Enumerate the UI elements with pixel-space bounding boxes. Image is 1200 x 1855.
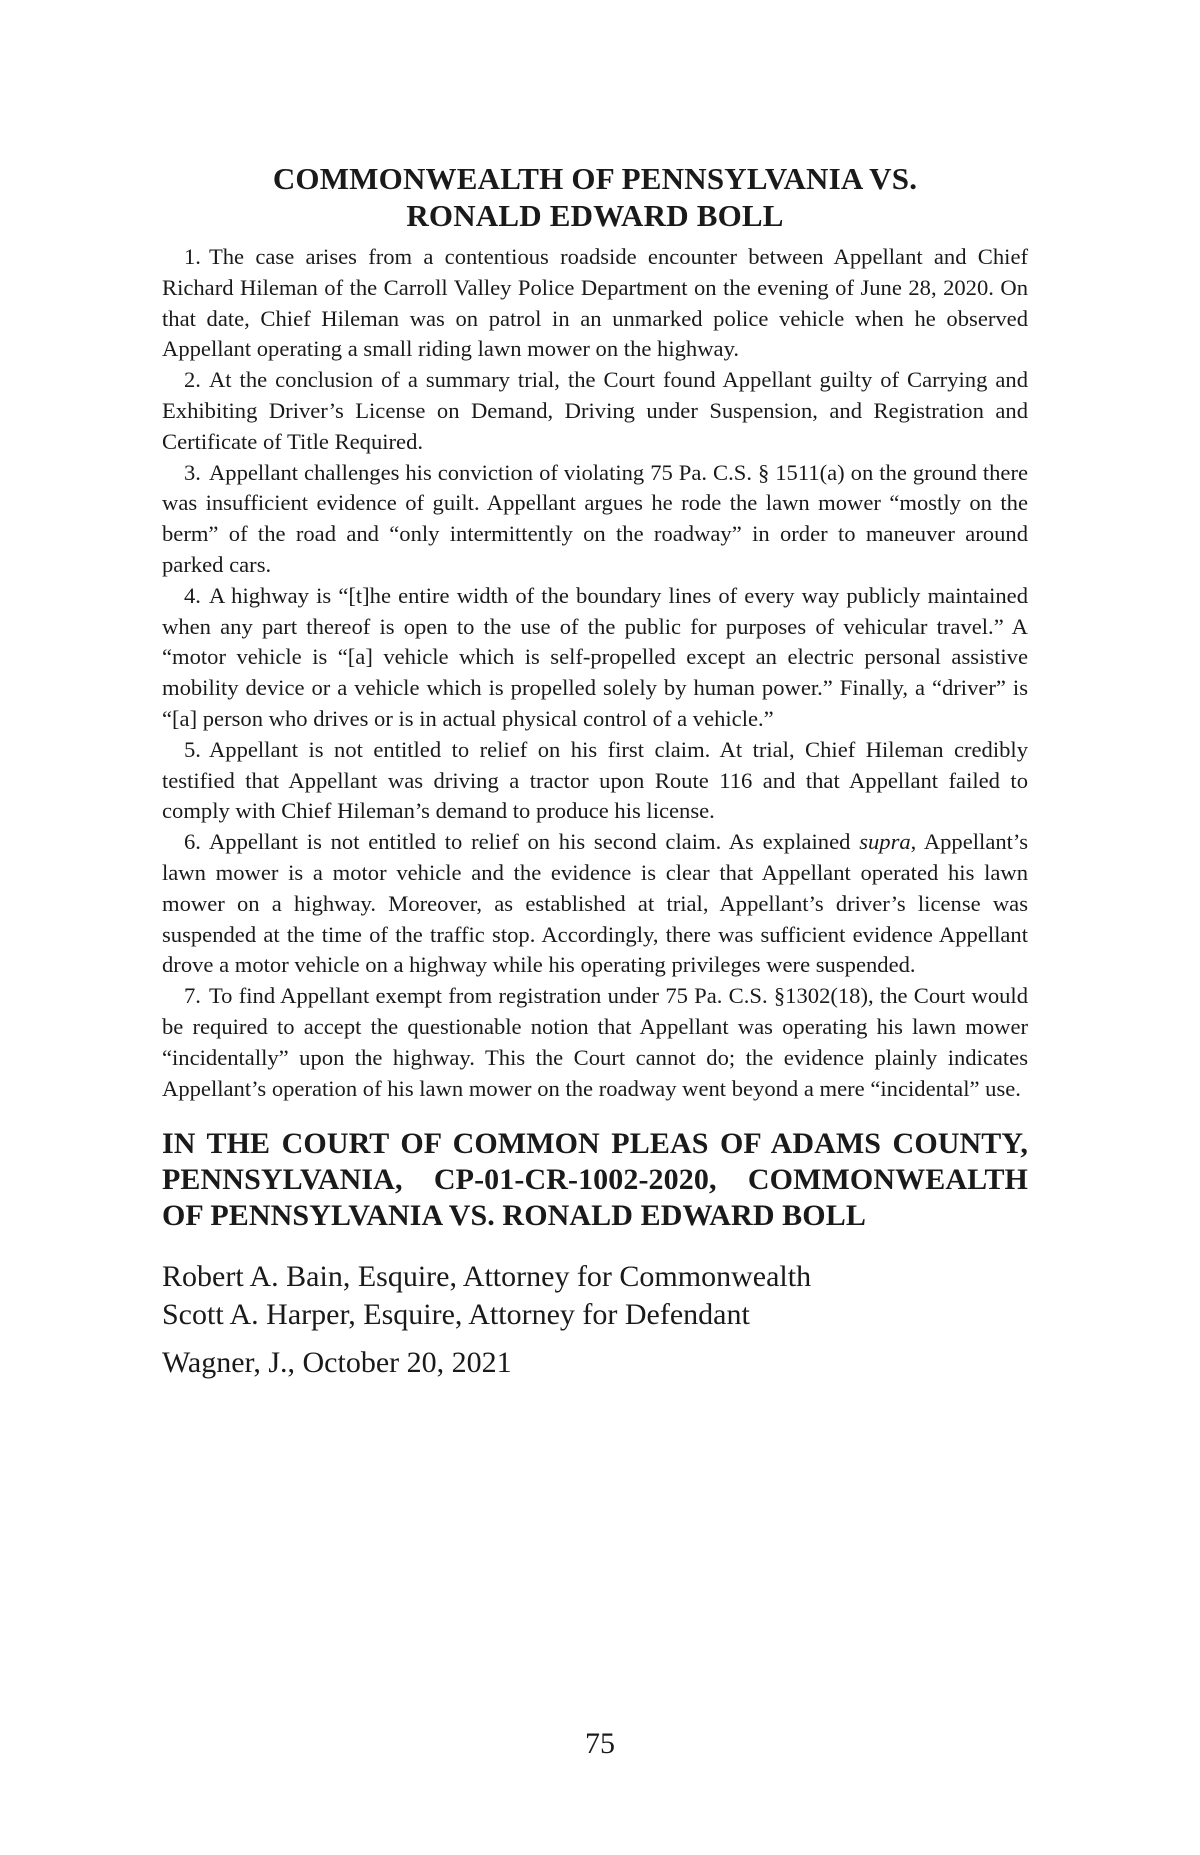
judge-date-line: Wagner, J., October 20, 2021 (162, 1346, 512, 1380)
summary-paragraph-2 (162, 365, 1028, 457)
paragraph-number: 7. (184, 983, 201, 1009)
page-number: 75 (585, 1727, 615, 1760)
paragraph-number: 1. (184, 244, 201, 269)
paragraph-number: 4. (184, 582, 201, 608)
case-title-line-1: COMMONWEALTH OF PENNSYLVANIA VS. (272, 161, 918, 196)
paragraph-text: Appellant is not entitled to relief on his first claim. At trial, Chief Hileman credibly testified that Appellant was driving a tractor upon Route 116 and that Appellant failed to comply with Chief Hileman’s demand to produce his license. (162, 736, 1028, 824)
paragraph-text: Appellant challenges his conviction of violating 75 Pa. C.S. § 1511(a) on the ground there was insufficient evidence of guilt. Appellant argues he rode the lawn mower “mostly on the berm” of the road and “only intermittently on the roadway” in order to maneuver around parked cars. (162, 459, 1028, 577)
paragraph-text: The case arises from a contentious roadside encounter between Appellant and Chief Richard Hileman of the Carroll Valley Police Department on the evening of June 28, 2020. On that date, Chief Hileman was on patrol in an unmarked police vehicle when he observed Appellant operating a small riding lawn mower on the highway. (162, 244, 1028, 362)
summary-paragraph-7 (162, 981, 1028, 1104)
attorney-commonwealth: Robert A. Bain, Esquire, Attorney for Commonwealth (162, 1260, 812, 1294)
paragraph-text: , Appellant’s lawn mower is a motor vehicle and the evidence is clear that Appellant operated his lawn mower on a highway. Moreover, as established at trial, Appellant’s driver’s license was suspended at the time of the traffic stop. Accordingly, there was sufficient evidence Appellant drove a motor vehicle on a highway while his operating privileges were suspended. (162, 829, 1028, 978)
court-heading: IN THE COURT OF COMMON PLEAS OF ADAMS COUNTY, PENNSYLVANIA, CP-01-CR-1002-2020, COMMONWEALTH OF PENNSYLVANIA VS. RONALD EDWARD BOLL (162, 1127, 1028, 1233)
summary-paragraph-1 (162, 242, 1028, 365)
paragraph-text: A highway is “[t]he entire width of the boundary lines of every way publicly maintained when any part thereof is open to the use of the public for purposes of vehicular travel.” A “motor vehicle is “[a] vehicle which is self-propelled except an electric personal assistive mobility device or a vehicle which is propelled solely by human power.” Finally, a “driver” is “[a] person who drives or is in actual physical control of a vehicle.” (162, 582, 1028, 731)
paragraph-number: 2. (184, 367, 201, 393)
paragraph-number: 3. (184, 459, 201, 485)
summary-paragraphs (162, 242, 1028, 1104)
paragraph-text: To find Appellant exempt from registration under 75 Pa. C.S. §1302(18), the Court would be required to accept the questionable notion that Appellant was operating his lawn mower “incidentally” upon the highway. This the Court cannot do; the evidence plainly indicates Appellant’s operation of his lawn mower on the roadway went beyond a mere “incidental” use. (162, 983, 1028, 1101)
paragraph-italic-term: supra (859, 829, 911, 855)
attorneys-block (162, 1258, 1028, 1334)
summary-paragraph-4 (162, 581, 1028, 735)
case-title-line-2: RONALD EDWARD BOLL (406, 198, 784, 233)
paragraph-number: 5. (184, 736, 201, 762)
case-title (162, 160, 1028, 234)
attorney-defendant: Scott A. Harper, Esquire, Attorney for Defendant (162, 1298, 750, 1332)
document-page (162, 160, 1028, 1382)
paragraph-text: At the conclusion of a summary trial, the Court found Appellant guilty of Carrying and Exhibiting Driver’s License on Demand, Driving under Suspension, and Registration and Certificate of Title Required. (162, 367, 1028, 454)
summary-paragraph-3 (162, 458, 1028, 581)
summary-paragraph-5 (162, 735, 1028, 827)
paragraph-number: 6. (184, 829, 201, 855)
summary-paragraph-6 (162, 827, 1028, 981)
paragraph-text: Appellant is not entitled to relief on his second claim. As explained (208, 829, 860, 855)
